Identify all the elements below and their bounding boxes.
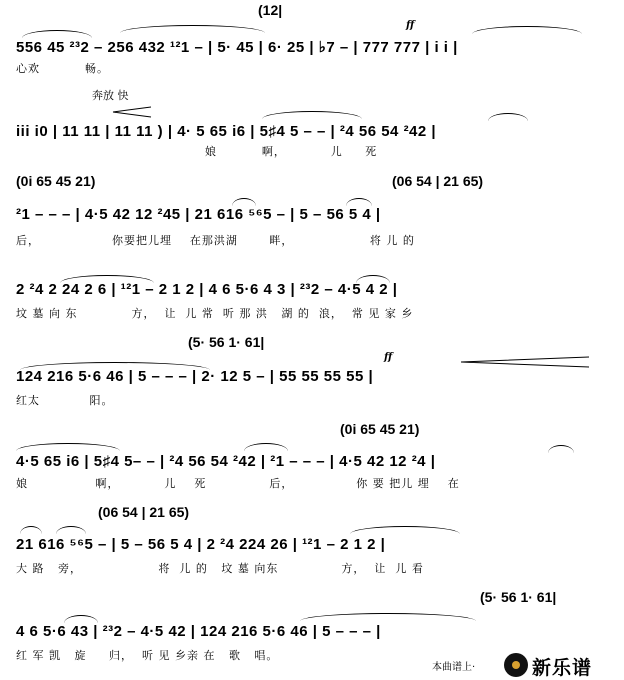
- intro-phrase: (06 54 | 21 65): [392, 173, 484, 189]
- lyric-line: 娘 啊， 儿 死 后， 你 要 把儿 埋 在: [16, 477, 460, 490]
- intro-phrase: (0i 65 45 21): [16, 173, 96, 189]
- lyric-line: 红太 阳。: [16, 394, 114, 407]
- slur: [232, 198, 256, 206]
- intro-phrase: (5· 56 1· 61|: [188, 334, 265, 350]
- footer-watermark: [432, 652, 624, 680]
- slur: [300, 613, 476, 621]
- score-row-1: [0, 0, 624, 85]
- crescendo-hairpin: [112, 105, 152, 119]
- lyric-line: 心欢 畅。: [16, 62, 109, 75]
- crescendo-hairpin: [460, 356, 590, 368]
- slur: [244, 443, 288, 451]
- intro-phrase: (06 54 | 21 65): [98, 504, 190, 520]
- slur: [548, 445, 574, 453]
- slur: [22, 30, 92, 38]
- lyric-line: 坟 墓 向 东 方， 让 儿 常 听 那 洪 湖 的 浪， 常 见 家 乡: [16, 307, 414, 320]
- intro-phrase: (0i 65 45 21): [340, 421, 420, 437]
- slur: [350, 526, 460, 534]
- score-row-5: [0, 330, 624, 415]
- score-row-2: [0, 85, 624, 170]
- slur: [346, 198, 372, 206]
- intro-phrase: (5· 56 1· 61|: [480, 589, 557, 605]
- slur: [64, 615, 98, 623]
- notation-line: ²1 – – – | 4·5 42 12 ²45 | 21 616 ⁵⁶5 – | 5 – 56 5 4 |: [16, 206, 381, 223]
- notation-line: 4·5 65 i6 | 5♯4 5– – | ²4 56 54 ²42 | ²1 – – – | 4·5 42 12 ²4 |: [16, 453, 436, 470]
- notation-line: 2 ²4 2 24 2 6 | ¹²1 – 2 1 2 | 4 6 5·6 4 3 | ²³2 – 4·5 4 2 |: [16, 281, 398, 298]
- notation-line: 4 6 5·6 43 | ²³2 – 4·5 42 | 124 216 5·6 46 | 5 – – – |: [16, 623, 381, 640]
- lyric-line: 娘 啊， 儿 死: [16, 145, 378, 158]
- slur: [20, 526, 42, 534]
- slur: [488, 113, 528, 121]
- lyric-line: 大 路 旁， 将 儿 的 坟 墓 向东 方， 让 儿 看: [16, 562, 424, 575]
- slur: [120, 25, 265, 33]
- score-row-6: [0, 415, 624, 500]
- brand-logo-text: 新乐谱: [532, 657, 593, 679]
- notation-line: iii i0 | 11 11 | 11 11 ) | 4· 5 65 i6 | 5♯4 5 – – | ²4 56 54 ²42 |: [16, 123, 437, 140]
- tempo-marking: 奔放 快: [92, 89, 129, 102]
- slur: [472, 26, 582, 34]
- lyric-line: 红 军 凯 旋 归， 听 见 乡亲 在 歌 唱。: [16, 649, 279, 662]
- intro-phrase: (12|: [258, 2, 283, 18]
- lyric-line: 后， 你要把儿埋 在那洪湖 畔， 将 儿 的: [16, 234, 415, 247]
- score-row-7: [0, 500, 624, 585]
- notation-line: 124 216 5·6 46 | 5 – – – | 2· 12 5 – | 55 55 55 55 |: [16, 368, 374, 385]
- score-row-4: [0, 255, 624, 335]
- slur: [16, 443, 120, 451]
- score-row-3: [0, 170, 624, 255]
- vinyl-record-icon: [504, 653, 528, 677]
- notation-line: 21 616 ⁵⁶5 – | 5 – 56 5 4 | 2 ²4 224 26 | ¹²1 – 2 1 2 |: [16, 536, 386, 553]
- source-text: 本曲谱上·: [432, 662, 476, 673]
- dynamic-marking-ff: ff: [384, 352, 393, 363]
- notation-line: 556 45 ²³2 – 256 432 ¹²1 – | 5· 45 | 6· 25 | ♭7 – | 777 777 | i i |: [16, 39, 458, 56]
- slur: [56, 526, 86, 534]
- score-row-8: [0, 585, 624, 662]
- dynamic-marking-ff: ff: [406, 20, 415, 31]
- slur: [262, 111, 362, 119]
